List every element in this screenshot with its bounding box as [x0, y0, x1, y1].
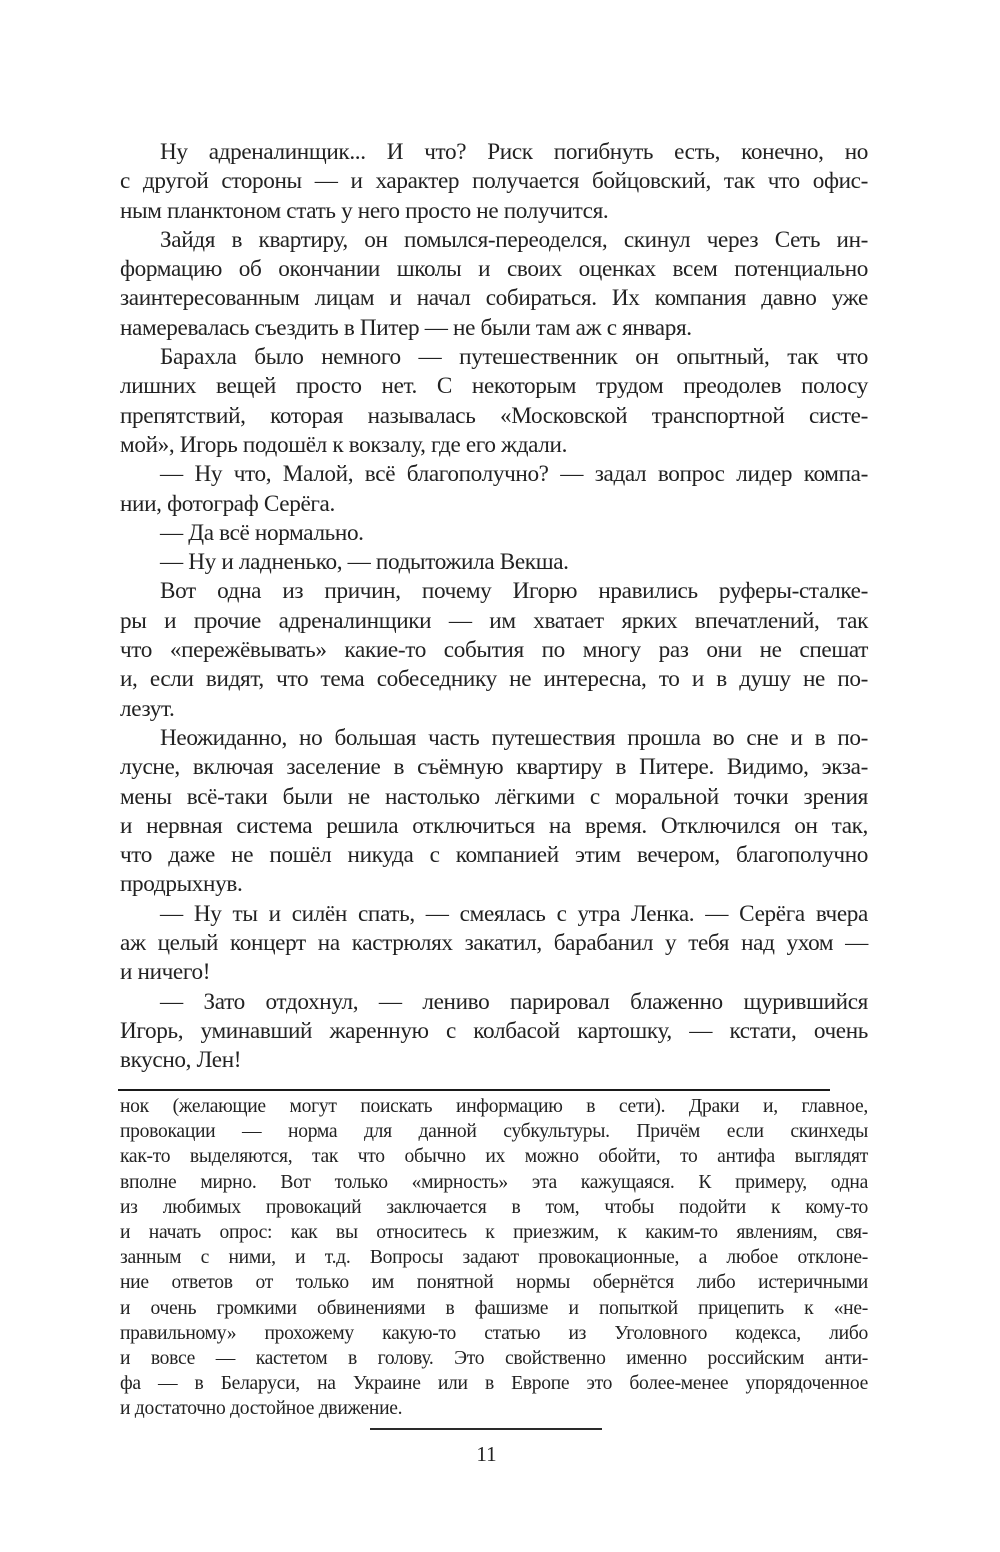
- text-line: ры и прочие адреналинщики — им хватает ярких впечатлений, так: [120, 607, 868, 634]
- text-line: заинтересованным лицам и начал собираться. Их компания давно уже: [120, 285, 868, 312]
- page-number: 11: [476, 1442, 497, 1466]
- text-line: вкусно, Лен!: [120, 1047, 242, 1074]
- text-line: Игорь, уминавший жаренную с колбасой картошку, — кстати, очень: [120, 1017, 868, 1044]
- text-line: и, если видят, что тема собеседнику не интересна, то и в душу не по-: [120, 666, 868, 693]
- text-line: Неожиданно, но большая часть путешествия прошла во сне и в по-: [160, 724, 868, 751]
- footnote-line: как-то выделяются, так что обычно их можно обойти, то антифа выглядят: [120, 1146, 868, 1168]
- text-line: лезут.: [120, 695, 175, 722]
- text-line: — Да всё нормально.: [160, 519, 364, 546]
- text-line: Ну адреналинщик... И что? Риск погибнуть есть, конечно, но: [160, 139, 868, 165]
- footnote-line: правильному» прохожему какую-то статью из Уголовного кодекса, либо: [120, 1322, 868, 1344]
- footnote-line: и очень громкими обвинениями в фашизме и попыткой прицепить к «не-: [120, 1297, 868, 1319]
- body-text: [120, 138, 868, 1076]
- page-number-rule: [370, 1428, 602, 1430]
- text-line: лишних вещей просто нет. С некоторым трудом преодолев полосу: [120, 373, 868, 400]
- footnote-line: из любимых провокаций заключается в том, чтобы подойти к кому-то: [120, 1196, 868, 1218]
- text-line: продрыхнув.: [120, 871, 243, 898]
- footnote-separator: [118, 1089, 830, 1091]
- footnote-line: нок (желающие могут поискать информацию в сети). Драки и, главное,: [120, 1096, 868, 1117]
- footnote-line: вполне мирно. Вот только «мирность» эта кажущаяся. К примеру, одна: [120, 1171, 868, 1193]
- text-line: что даже не пошёл никуда с компанией этим вечером, благополучно: [120, 842, 868, 869]
- text-line: — Ну ты и силён спать, — смеялась с утра Ленка. — Серёга вчера: [160, 900, 868, 927]
- text-line: формацию об окончании школы и своих оценках всем потенциально: [120, 256, 868, 283]
- text-line: что «пережёвывать» какие-то события по многу раз они не спешат: [120, 637, 868, 664]
- footnote-line: провокации — норма для данной субкультуры. Причём если скинхеды: [120, 1121, 868, 1143]
- footnote-line: и начать опрос: как вы относитесь к приезжим, к каким-то явлениям, свя-: [120, 1221, 868, 1243]
- text-line: ным планктоном стать у него просто не получится.: [120, 197, 609, 224]
- footnote-line: фа — в Беларуси, на Украине или в Европе это более-менее упорядоченное: [120, 1373, 868, 1395]
- text-line: и нервная система решила отключиться на время. Отключился он так,: [120, 812, 868, 839]
- text-line: препятствий, которая называлась «Московской транспортной систе-: [120, 402, 868, 429]
- footnote-line: ние ответов от только им понятной нормы обернётся либо истеричными: [120, 1272, 868, 1294]
- footnote-text: [120, 1094, 868, 1421]
- text-line: — Ну что, Малой, всё благополучно? — задал вопрос лидер компа-: [160, 461, 868, 488]
- text-line: и ничего!: [120, 959, 211, 986]
- text-line: нии, фотограф Серёга.: [120, 490, 335, 517]
- text-line: Вот одна из причин, почему Игорю нравились руферы-сталке-: [160, 578, 868, 605]
- text-line: — Зато отдохнул, — лениво парировал блаженно щурившийся: [160, 988, 868, 1015]
- text-line: мены всё-таки были не настолько лёгкими с моральной точки зрения: [120, 783, 868, 810]
- footnote-line: занным с ними, и т.д. Вопросы задают провокационные, а любое отклоне-: [120, 1247, 868, 1269]
- text-line: — Ну и ладненько, — подытожила Векша.: [160, 549, 569, 576]
- text-line: Барахла было немного — путешественник он опытный, так что: [160, 344, 868, 371]
- text-line: аж целый концерт на кастрюлях закатил, барабанил у тебя над ухом —: [120, 930, 868, 957]
- text-line: намеревалась съездить в Питер — не были там аж с января.: [120, 314, 692, 341]
- text-line: лусне, включая заселение в съёмную квартиру в Питере. Видимо, экза-: [120, 754, 868, 781]
- text-line: Зайдя в квартиру, он помылся-переоделся, скинул через Сеть ин-: [160, 226, 868, 253]
- text-line: с другой стороны — и характер получается бойцовский, так что офис-: [120, 168, 868, 195]
- text-line: мой», Игорь подошёл к вокзалу, где его ждали.: [120, 431, 568, 458]
- footnote-line: и достаточно достойное движение.: [120, 1398, 403, 1420]
- footnote-line: и вовсе — кастетом в голову. Это свойственно именно российским анти-: [120, 1347, 868, 1369]
